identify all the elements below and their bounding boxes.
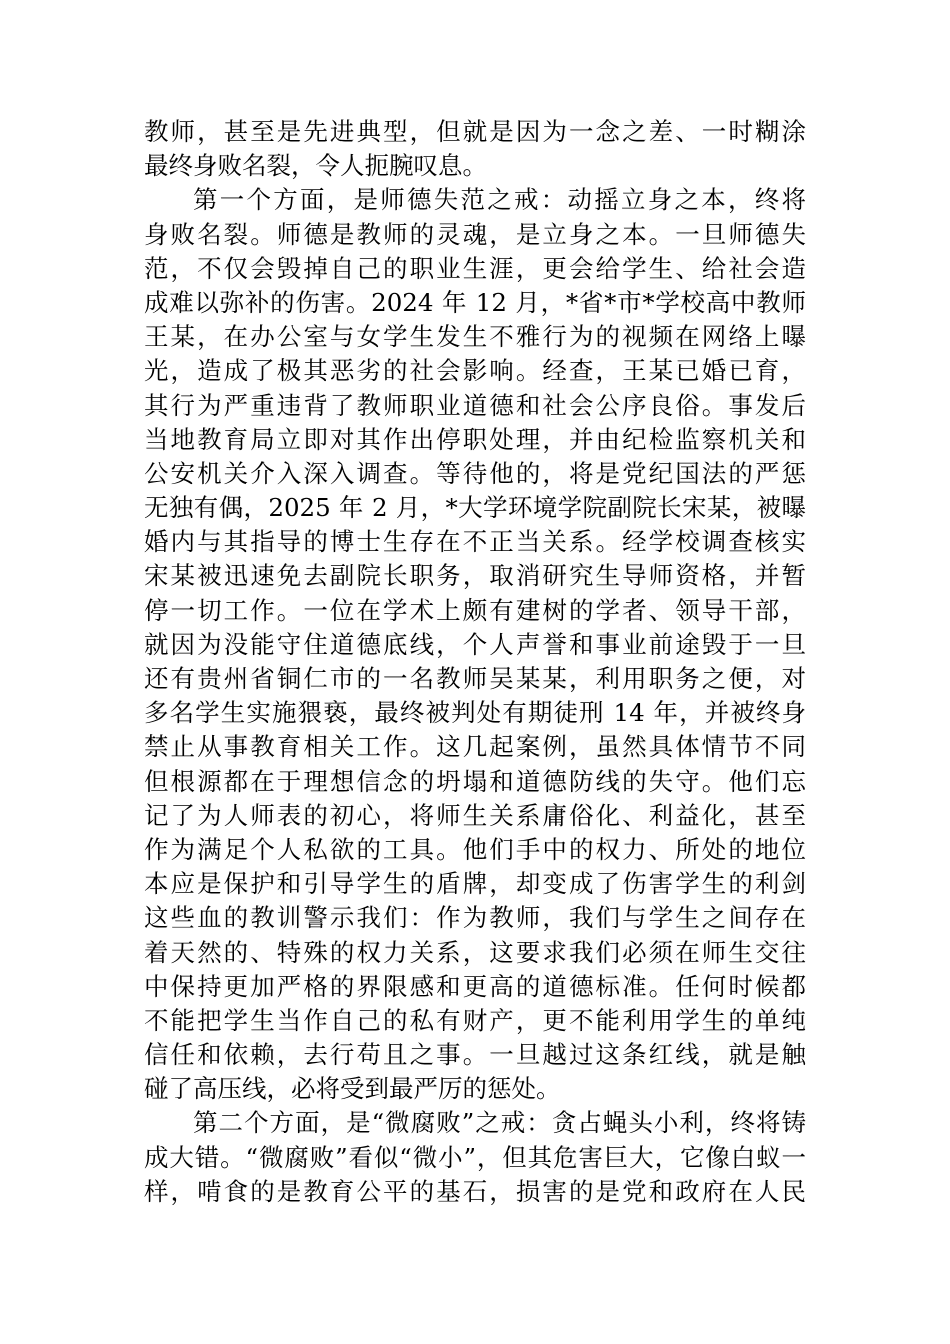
text-line: 信任和依赖，去行苟且之事。一旦越过这条红线，就是触 (144, 1040, 806, 1070)
text-line: 中保持更加严格的界限感和更高的道德标准。任何时候都 (144, 971, 806, 1001)
text-line: 成大错。“微腐败”看似“微小”，但其危害巨大，它像白蚁一 (144, 1142, 806, 1172)
text-line: 教师，甚至是先进典型，但就是因为一念之差、一时糊涂 (144, 117, 806, 146)
text-line: 公安机关介入深入调查。等待他的，将是党纪国法的严惩 (144, 458, 806, 488)
text-line: 碰了高压线，必将受到最严厉的惩处。 (144, 1074, 561, 1104)
text-line: 王某，在办公室与女学生发生不雅行为的视频在网络上曝 (144, 322, 806, 352)
text-line: 着天然的、特殊的权力关系，这要求我们必须在师生交往 (144, 937, 806, 967)
text-line: 当地教育局立即对其作出停职处理，并由纪检监察机关和 (144, 424, 806, 454)
text-line: 身败名裂。师德是教师的灵魂，是立身之本。一旦师德失 (144, 219, 806, 249)
text-line: 还有贵州省铜仁市的一名教师吴某某，利用职务之便，对 (144, 664, 806, 693)
text-line: 本应是保护和引导学生的盾牌，却变成了伤害学生的利剑 (144, 869, 806, 899)
text-line: 其行为严重违背了教师职业道德和社会公序良俗。事发后 (144, 390, 806, 420)
text-line: 第一个方面，是师德失范之戒：动摇立身之本，终将 (193, 185, 806, 215)
text-line: 样，啃食的是教育公平的基石，损害的是党和政府在人民 (144, 1176, 806, 1206)
text-line: 光，造成了极其恶劣的社会影响。经查，王某已婚已育， (144, 356, 806, 386)
document-body (144, 115, 806, 1209)
text-line: 婚内与其指导的博士生存在不正当关系。经学校调查核实 (144, 527, 806, 557)
text-line: 记了为人师表的初心，将师生关系庸俗化、利益化，甚至 (144, 800, 806, 830)
text-line: 就因为没能守住道德底线，个人声誉和事业前途毁于一旦 (144, 629, 806, 659)
text-line: 不能把学生当作自己的私有财产，更不能利用学生的单纯 (144, 1005, 806, 1035)
text-line: 宋某被迅速免去副院长职务，取消研究生导师资格，并暂 (144, 561, 806, 591)
text-line: 第二个方面，是“微腐败”之戒：贪占蝇头小利，终将铸 (193, 1108, 806, 1138)
text-line: 作为满足个人私欲的工具。他们手中的权力、所处的地位 (144, 834, 806, 864)
text-line: 停一切工作。一位在学术上颇有建树的学者、领导干部， (144, 595, 806, 625)
text-line: 无独有偶，2025 年 2 月，*大学环境学院副院长宋某，被曝 (144, 493, 806, 523)
text-line: 这些血的教训警示我们：作为教师，我们与学生之间存在 (144, 903, 806, 933)
text-line: 多名学生实施猥亵，最终被判处有期徒刑 14 年，并被终身 (144, 698, 806, 728)
text-line: 成难以弥补的伤害。2024 年 12 月，*省*市*学校高中教师 (144, 287, 806, 317)
text-line: 最终身败名裂，令人扼腕叹息。 (144, 151, 487, 181)
text-line: 但根源都在于理想信念的坍塌和道德防线的失守。他们忘 (144, 766, 806, 796)
text-line: 范，不仅会毁掉自己的职业生涯，更会给学生、给社会造 (144, 253, 806, 283)
text-line: 禁止从事教育相关工作。这几起案例，虽然具体情节不同 (144, 732, 806, 762)
